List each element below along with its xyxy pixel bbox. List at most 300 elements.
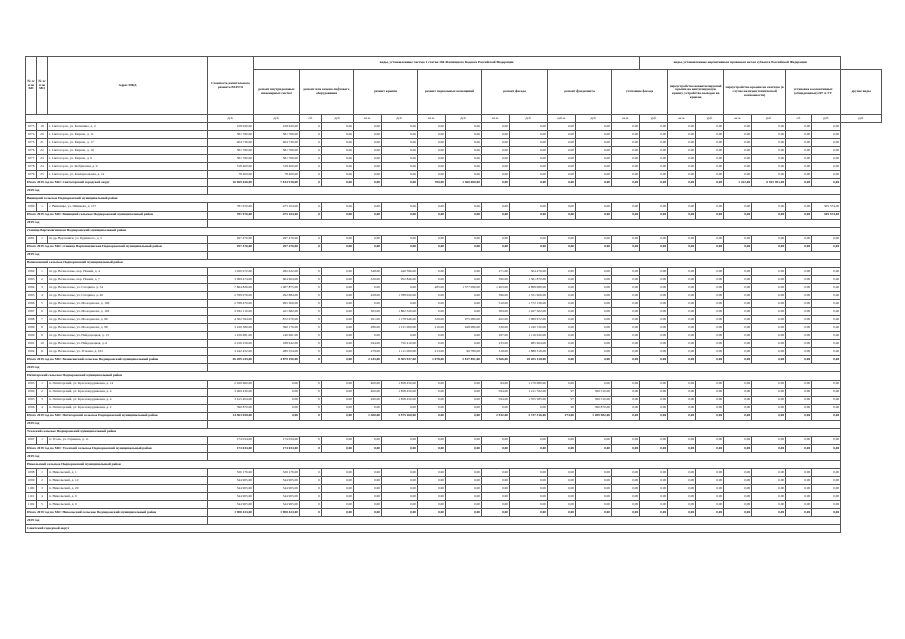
row-value: 0,00	[382, 469, 418, 477]
row-value: 0,00	[612, 332, 640, 340]
row-value: 0,00	[612, 147, 640, 155]
row-value: 0,00	[752, 485, 786, 493]
row-value: 0,00	[812, 275, 841, 283]
row-value: 581 760,00	[254, 155, 300, 163]
row-num-mo: 7	[37, 316, 48, 324]
row-value: 3 099 474,00	[208, 275, 254, 283]
row-value: 0,00	[786, 316, 812, 324]
row-value: 0,00	[812, 348, 841, 356]
row-value: 0,00	[354, 469, 382, 477]
row-address: гп.др. Вознесенье, ул. Молоденова, д. 106	[48, 300, 208, 308]
row-num-kp: 1083	[26, 275, 37, 283]
row-num-kp: 1077	[26, 155, 37, 163]
unit-cell: ед.	[786, 115, 812, 123]
row-value: 0,00	[640, 469, 668, 477]
row-value: 0,00	[752, 404, 786, 412]
row-value: 0,00	[510, 436, 548, 444]
row-value: 0,00	[752, 380, 786, 388]
row-value: 0,00	[696, 436, 724, 444]
row-value: 0,00	[548, 436, 576, 444]
row-value: 0,00	[812, 388, 841, 396]
subtotal-value: 0,00	[640, 211, 668, 219]
col-header-total: Стоимость капитального ремонта ВСЕГО	[208, 57, 254, 115]
row-value: 0,00	[812, 324, 841, 332]
subtotal-value: 0,00	[752, 243, 786, 251]
row-value: 0,00	[446, 300, 482, 308]
unit-cell: руб.	[696, 115, 724, 123]
unit-cell: кв.м.	[668, 115, 696, 123]
row-address: п. Никольский, д. 6	[48, 493, 208, 501]
row-value: 0,00	[418, 171, 446, 179]
row-value: 0,00	[354, 300, 382, 308]
row-value: 305 574,00	[812, 203, 841, 211]
section-row	[26, 525, 882, 533]
row-value: 0,00	[696, 147, 724, 155]
row-address: гп.др. Вознесенье, ул. Молоденова, д. 102	[48, 308, 208, 316]
row-value: 0,00	[668, 380, 696, 388]
row-value: 1 027 302,00	[510, 308, 548, 316]
row-value: 0,00	[752, 396, 786, 404]
row-value: 0,00	[548, 275, 576, 283]
subtotal-value: 781 970,00	[208, 211, 254, 219]
row-value: 0	[300, 163, 322, 171]
row-value: 0,00	[612, 155, 640, 163]
row-value: 0,00	[612, 203, 640, 211]
row-value: 0,00	[812, 485, 841, 493]
row-value: 0,00	[510, 147, 548, 155]
row-value: 0,00	[696, 316, 724, 324]
row-value: 0,00	[752, 291, 786, 299]
row-value: 344 905,00	[254, 485, 300, 493]
row-value: 0,00	[576, 485, 612, 493]
row-value: 0,00	[354, 155, 382, 163]
table-row	[26, 275, 882, 283]
row-value: 750 410,00	[382, 340, 418, 348]
subtotal-value: 0,00	[812, 179, 841, 187]
row-value: 0,00	[254, 404, 300, 412]
section-row	[26, 227, 882, 235]
row-value: 952 846,00	[382, 275, 418, 283]
subtotal-value: 2 243,00	[354, 356, 382, 364]
row-value: 0,00	[812, 163, 841, 171]
row-value: 399 510,00	[576, 396, 612, 404]
row-value: 0,00	[418, 131, 446, 139]
row-value: 1 858 450,00	[382, 396, 418, 404]
subtotal-value: 0,00	[510, 179, 548, 187]
row-num-mo: 1	[37, 235, 48, 243]
row-value: 0,00	[786, 436, 812, 444]
row-value: 0,00	[696, 308, 724, 316]
row-num-mo: 3	[37, 396, 48, 404]
table-row	[26, 324, 882, 332]
row-value: 3 242 452,00	[208, 348, 254, 356]
row-value: 0,00	[668, 404, 696, 412]
table-row	[26, 291, 882, 299]
row-value: 0,00	[724, 348, 752, 356]
subtotal-value: 0,00	[382, 211, 418, 219]
row-value: 0,00	[752, 501, 786, 509]
row-value: 581 760,00	[208, 147, 254, 155]
subtotal-value: 0	[300, 179, 322, 187]
section-label: Виницкий сельское Подпорожский муниципальный район	[26, 195, 841, 203]
section-row	[26, 428, 882, 436]
row-value: 84,00	[482, 380, 510, 388]
row-value: 90	[548, 404, 576, 412]
row-value: 0,00	[786, 123, 812, 131]
row-value: 1 888 318,00	[510, 348, 548, 356]
row-value: 0,00	[548, 123, 576, 131]
row-value: 0,00	[640, 203, 668, 211]
row-value: 318 400,00	[208, 163, 254, 171]
row-value: 0,00	[446, 332, 482, 340]
subtotal-row	[26, 243, 882, 251]
row-value: 0,00	[382, 235, 418, 243]
section-row	[26, 259, 882, 267]
row-address: г. Светогорск, ул. Кирова, д. 19	[48, 147, 208, 155]
subtotal-value: 0	[300, 444, 322, 452]
table-header	[26, 57, 882, 123]
row-value: 0,00	[382, 477, 418, 485]
row-num-mo: 6	[37, 308, 48, 316]
row-value: 440 596,00	[382, 267, 418, 275]
row-value: 0,00	[696, 139, 724, 147]
row-address: гп.др. Вознесенье, ул. Нейдорецкая, д. 6	[48, 340, 208, 348]
year-row	[26, 420, 882, 428]
col-header-num-mo: № п/п по МО	[37, 57, 48, 115]
subtotal-value: 0,00	[548, 211, 576, 219]
subtotal-value: 0,00	[418, 412, 446, 420]
row-value: 428,00	[354, 291, 382, 299]
row-value: 0,00	[668, 308, 696, 316]
row-value: 0,00	[612, 501, 640, 509]
subtotal-value: 2 932,00	[482, 412, 510, 420]
subtotal-value: 0,00	[640, 356, 668, 364]
subtotal-value: 0,00	[382, 243, 418, 251]
row-value: 0,00	[548, 501, 576, 509]
row-value: 0,00	[382, 203, 418, 211]
row-value: 0	[300, 235, 322, 243]
row-value: 0,00	[548, 477, 576, 485]
subtotal-value: 0,00	[640, 412, 668, 420]
row-value: 0,00	[752, 300, 786, 308]
unit-cell: ед.	[300, 115, 322, 123]
row-value: 0,00	[510, 171, 548, 179]
row-address: п. Пятигорский, ул. Краснопрудиковая, д. 2	[48, 404, 208, 412]
subtotal-label: Итого 2019 год по МО: Светогорский городской округ	[26, 179, 208, 187]
row-value: 0,00	[786, 275, 812, 283]
row-value: 0,00	[418, 493, 446, 501]
row-value: 0,00	[752, 267, 786, 275]
subtotal-value: 0,00	[548, 179, 576, 187]
row-value: 0,00	[482, 147, 510, 155]
row-value: 0,00	[354, 404, 382, 412]
subtotal-value: 0,00	[752, 444, 786, 452]
row-value: 0,00	[724, 283, 752, 291]
row-value: 0,00	[668, 436, 696, 444]
row-value: 0,00	[322, 171, 354, 179]
row-value: 985 604,00	[510, 340, 548, 348]
row-value: 0	[300, 324, 322, 332]
row-value: 0,00	[812, 396, 841, 404]
subtotal-value: 5 566,00	[482, 356, 510, 364]
row-value: 781 970,00	[208, 203, 254, 211]
row-value: 0,00	[576, 380, 612, 388]
year-label: 2019 год	[26, 251, 208, 259]
row-value: 0,00	[446, 147, 482, 155]
row-value: 0,00	[640, 485, 668, 493]
row-num-kp: 1090	[26, 332, 37, 340]
row-num-kp: 1095	[26, 396, 37, 404]
row-value: 0	[300, 404, 322, 412]
row-value: 0,00	[696, 123, 724, 131]
row-value: 0,00	[668, 203, 696, 211]
row-value: 0,00	[640, 493, 668, 501]
row-value: 0,00	[812, 155, 841, 163]
row-value: 304 476,00	[510, 267, 548, 275]
subtotal-value: 0,00	[724, 444, 752, 452]
row-value: 0,00	[668, 469, 696, 477]
subtotal-label: Итого 2019 год по МО: Никольский сельское Подпорожский муниципальный район	[26, 509, 208, 517]
row-address: гп.др. Вознесенье, ул. Нейдорецкая, д. 13	[48, 332, 208, 340]
row-value: 0,00	[382, 501, 418, 509]
subtotal-value: 0,00	[418, 211, 446, 219]
row-value: 235,00	[482, 340, 510, 348]
row-value: 0,00	[446, 493, 482, 501]
subtotal-value: 0,00	[548, 444, 576, 452]
table-row	[26, 283, 882, 291]
table-row	[26, 155, 882, 163]
row-value: 402,00	[482, 316, 510, 324]
row-value: 0,00	[724, 123, 752, 131]
col-header-other: другие виды	[841, 70, 882, 115]
row-value: 0,00	[696, 485, 724, 493]
table-row	[26, 501, 882, 509]
row-value: 0,00	[696, 203, 724, 211]
row-value: 0	[300, 203, 322, 211]
row-value: 0	[300, 380, 322, 388]
row-value: 0,00	[548, 469, 576, 477]
subtotal-value: 0,00	[752, 211, 786, 219]
row-num-kp: 1102	[26, 501, 37, 509]
row-value: 0,00	[322, 332, 354, 340]
subtotal-value: 0,00	[446, 412, 482, 420]
row-value: 0,00	[640, 316, 668, 324]
subtotal-value: 0,00	[696, 243, 724, 251]
row-value: 0,00	[354, 147, 382, 155]
row-num-mo: 2	[37, 477, 48, 485]
row-value: 0,00	[752, 147, 786, 155]
year-row	[26, 251, 882, 259]
row-value: 0,00	[418, 139, 446, 147]
row-value: 0,00	[382, 332, 418, 340]
row-value: 0,00	[640, 324, 668, 332]
subtotal-row	[26, 356, 882, 364]
year-label: 2019 год	[26, 219, 208, 227]
subtotal-value: 0	[300, 509, 322, 517]
row-value: 0,00	[786, 396, 812, 404]
row-value: 404 730,00	[254, 139, 300, 147]
subtotal-value: 0,00	[322, 356, 354, 364]
row-address: г. Светогорск, ул. Калинина, д. 2	[48, 123, 208, 131]
row-address: п. Пятигорский, ул. Краснопрудиковая, д. 4	[48, 396, 208, 404]
row-value: 0,00	[418, 501, 446, 509]
row-value: 0,00	[548, 139, 576, 147]
row-value: 297,00	[482, 332, 510, 340]
subtotal-label: Итого 2019 год по МО: Усолский сельское Подпорожский муниципальный район	[26, 444, 208, 452]
unit-cell: руб.	[382, 115, 418, 123]
row-value: 0	[300, 493, 322, 501]
row-value: 0	[300, 300, 322, 308]
row-value: 0,00	[322, 469, 354, 477]
row-value: 0,00	[354, 123, 382, 131]
row-value: 3 220 386,00	[208, 324, 254, 332]
row-value: 0,00	[322, 324, 354, 332]
row-value: 0,00	[322, 493, 354, 501]
row-value: 0,00	[322, 388, 354, 396]
row-value: 0,00	[418, 203, 446, 211]
col-header-insulation: утепление фасада	[612, 70, 668, 115]
row-value: 0,00	[752, 348, 786, 356]
row-value: 2 020 660,00	[208, 380, 254, 388]
row-value: 0,00	[576, 267, 612, 275]
subtotal-value: 0,00	[576, 356, 612, 364]
row-value: 0,00	[612, 469, 640, 477]
row-value: 0,00	[640, 163, 668, 171]
subtotal-value: 0,00	[668, 243, 696, 251]
row-value: 0,00	[786, 501, 812, 509]
row-value: 0,00	[322, 477, 354, 485]
row-value: 0,00	[354, 283, 382, 291]
row-value: 2 769 976,00	[208, 291, 254, 299]
row-num-kp: 1089	[26, 324, 37, 332]
row-num-mo: 11	[37, 348, 48, 356]
row-value: 1 131 000,00	[382, 324, 418, 332]
row-value: 0,00	[548, 316, 576, 324]
row-value: 581 760,00	[208, 155, 254, 163]
unit-cell: руб.	[254, 115, 300, 123]
row-value: 1 862 520,00	[382, 308, 418, 316]
row-value: 216,00	[418, 324, 446, 332]
row-value: 0,00	[482, 131, 510, 139]
subtotal-value: 16 969 626,00	[208, 179, 254, 187]
col-header-facade: ремонт фасада	[482, 70, 548, 115]
row-value: 0,00	[812, 332, 841, 340]
row-value: 0,00	[446, 235, 482, 243]
row-num-kp: 1087	[26, 308, 37, 316]
row-value: 0,00	[418, 388, 446, 396]
row-value: 0,00	[786, 283, 812, 291]
row-value: 0	[300, 340, 322, 348]
row-value: 594,00	[482, 388, 510, 396]
row-value: 0,00	[548, 493, 576, 501]
year-label: 2019 год	[26, 452, 208, 460]
units-row	[26, 115, 882, 123]
row-value: 0,00	[510, 469, 548, 477]
row-value: 0,00	[724, 147, 752, 155]
row-value: 0,00	[612, 388, 640, 396]
row-value: 0,00	[446, 163, 482, 171]
row-value: 0,00	[640, 171, 668, 179]
row-value: 1 256 981,00	[208, 332, 254, 340]
year-row	[26, 219, 882, 227]
table-row	[26, 332, 882, 340]
row-value: 0,00	[752, 477, 786, 485]
row-value: 0,00	[640, 131, 668, 139]
subtotal-value: 0,00	[724, 412, 752, 420]
row-value: 0,00	[752, 275, 786, 283]
subtotal-value: 1 078,00	[418, 356, 446, 364]
row-address: п. Никольский, д. 1	[48, 469, 208, 477]
row-value: 0,00	[576, 493, 612, 501]
row-num-kp: 1092	[26, 348, 37, 356]
row-value: 0,00	[612, 291, 640, 299]
row-value: 0,00	[322, 275, 354, 283]
row-value: 0,00	[576, 147, 612, 155]
row-value: 0,00	[612, 283, 640, 291]
row-value: 0,00	[640, 275, 668, 283]
row-address: г. Светогорск, ул. Кирова, д. 9	[48, 155, 208, 163]
row-num-kp: 1082	[26, 267, 37, 275]
subtotal-row	[26, 211, 882, 219]
subtotal-value: 0,00	[696, 412, 724, 420]
row-num-kp: 1100	[26, 485, 37, 493]
row-value: 0,00	[576, 155, 612, 163]
subtotal-value: 305 574,00	[812, 211, 841, 219]
row-value: 0,00	[354, 493, 382, 501]
year-row-fill	[208, 251, 841, 259]
row-value: 0,00	[382, 147, 418, 155]
row-value: 0,00	[548, 267, 576, 275]
subtotal-value: 1 908 424,00	[208, 509, 254, 517]
subtotal-value: 36 209 245,00	[208, 356, 254, 364]
subtotal-value: 0,00	[482, 444, 510, 452]
row-value: 0,00	[612, 396, 640, 404]
table-row	[26, 396, 882, 404]
row-value: 1 858 450,00	[382, 388, 418, 396]
subtotal-value: 0,00	[576, 211, 612, 219]
row-value: 0,00	[576, 139, 612, 147]
subtotal-value: 0,00	[354, 179, 382, 187]
row-value: 3 615 404,00	[208, 396, 254, 404]
table-row	[26, 300, 882, 308]
row-address: п. Пятигорский, ул. Краснопрудиковая, д. 14	[48, 380, 208, 388]
row-value: 0,00	[640, 501, 668, 509]
row-value: 0,00	[322, 203, 354, 211]
row-value: 0,00	[382, 485, 418, 493]
row-value: 0,00	[482, 469, 510, 477]
row-value: 0,00	[640, 155, 668, 163]
row-value: 0,00	[812, 380, 841, 388]
row-value: 0,00	[640, 396, 668, 404]
row-value: 2 932 110,00	[208, 308, 254, 316]
subtotal-value: 0,00	[482, 243, 510, 251]
row-value: 0,00	[482, 477, 510, 485]
row-value: 0	[300, 308, 322, 316]
row-value: 363,00	[354, 308, 382, 316]
row-value: 0,00	[786, 300, 812, 308]
row-value: 0,00	[724, 291, 752, 299]
subtotal-value: 0,00	[322, 509, 354, 517]
row-value: 0,00	[382, 283, 418, 291]
year-label: 2019 год	[26, 517, 208, 525]
row-value: 0,00	[418, 147, 446, 155]
row-value: 0,00	[640, 147, 668, 155]
row-value: 0,00	[576, 300, 612, 308]
row-value: 0,00	[752, 332, 786, 340]
row-value: 0,00	[322, 291, 354, 299]
row-value: 0	[300, 469, 322, 477]
row-num-kp: 1088	[26, 316, 37, 324]
